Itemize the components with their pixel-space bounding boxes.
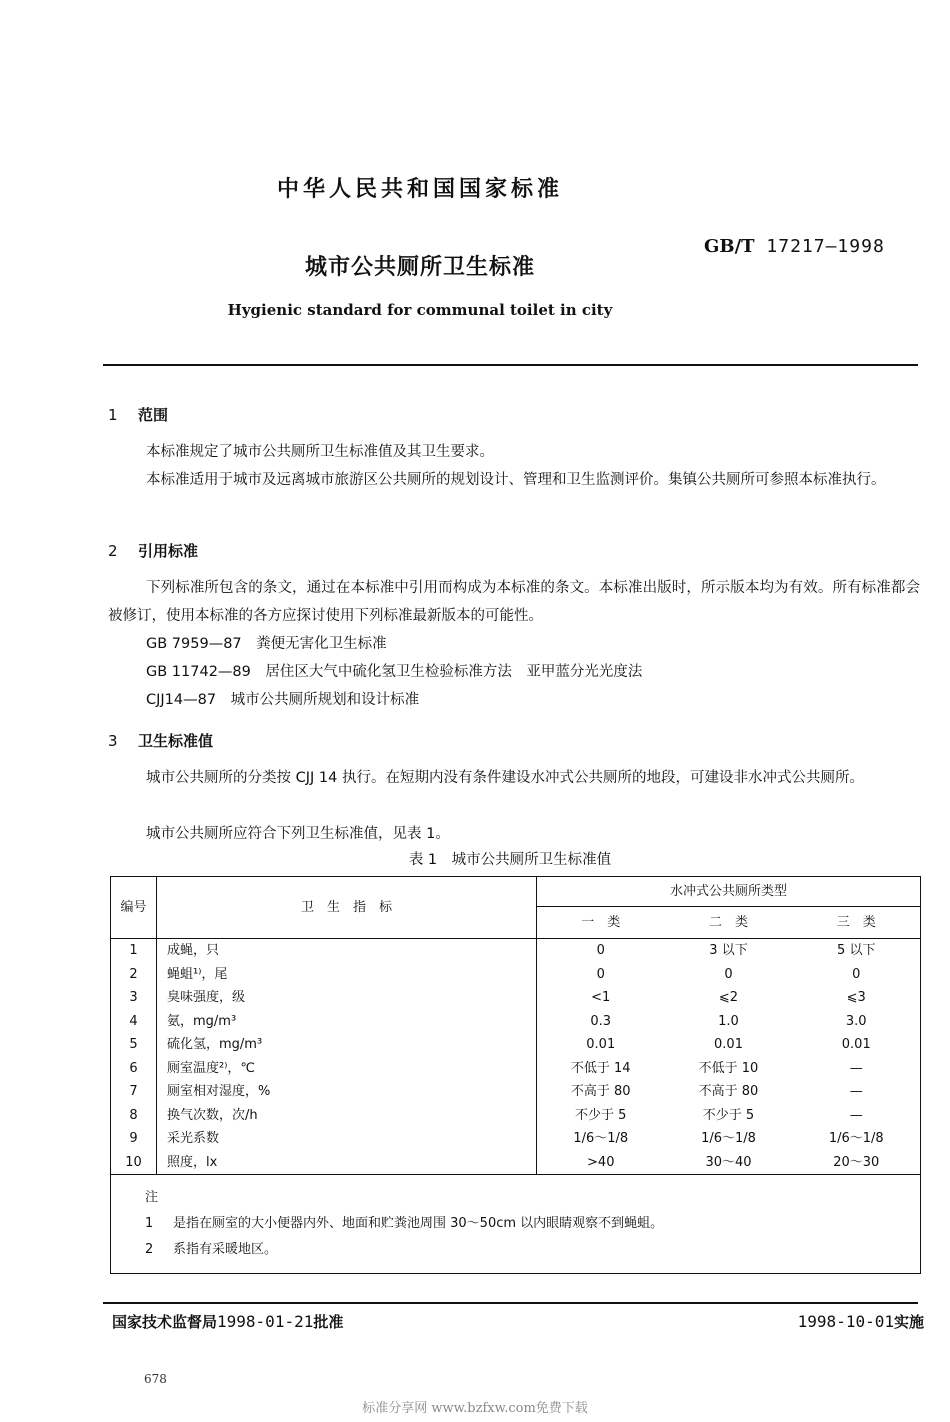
document-title-en: Hygienic standard for communal toilet in city (227, 301, 613, 319)
row-value-class-3: 1/6～1/8 (828, 1131, 884, 1146)
table-row (111, 1104, 921, 1128)
row-value-class-3: 3.0 (845, 1013, 867, 1029)
row-value-class-2: ⩽2 (718, 990, 739, 1005)
row-value-class-2: 1/6～1/8 (701, 1131, 756, 1146)
row-value-class-2: 不高于 80 (698, 1084, 759, 1099)
table-row (111, 963, 921, 987)
row-value-class-1: 不高于 80 (570, 1084, 631, 1099)
column-header-class-2: 二 类 (665, 907, 793, 939)
table-row (111, 1033, 921, 1057)
row-indicator: 成蝇，只 (157, 939, 537, 963)
row-indicator: 厕室相对湿度，% (157, 1080, 537, 1104)
row-value-class-3: 5 以下 (837, 943, 876, 958)
section-3-para-1: 城市公共厕所的分类按 CJJ 14 执行。在短期内没有条件建设水冲式公共厕所的地段，可建设非水冲式公共厕所。 (146, 770, 864, 786)
reference-item: GB 7959—87 粪便无害化卫生标准 (146, 636, 387, 652)
document-title-cn: 城市公共厕所卫生标准 (304, 255, 535, 280)
note-item: 1 是指在厕室的大小便器内外、地面和贮粪池周围 30～50cm 以内眼睛观察不到蝇蛆。 (145, 1216, 664, 1231)
row-value-class-3: 0 (852, 966, 861, 982)
row-indicator: 臭味强度，级 (157, 986, 537, 1010)
row-indicator: 氨，mg/m³ (157, 1010, 537, 1034)
section-1-para-2: 本标准适用于城市及远离城市旅游区公共厕所的规划设计、管理和卫生监测评价。集镇公共厕所可参照本标准执行。 (146, 472, 886, 488)
row-value-class-2: 30～40 (705, 1154, 752, 1170)
row-value-class-2: 0 (724, 966, 733, 982)
row-value-class-2: 不低于 10 (698, 1060, 759, 1076)
row-value-class-1: <1 (591, 990, 611, 1005)
row-number: 2 (111, 963, 157, 987)
table-row (111, 939, 921, 963)
table-row (111, 1151, 921, 1175)
row-value-class-1: 1/6～1/8 (573, 1131, 629, 1146)
table-notes (111, 1175, 921, 1274)
table-row (111, 1080, 921, 1104)
row-indicator: 硫化氢，mg/m³ (157, 1033, 537, 1057)
row-indicator: 照度，lx (157, 1151, 537, 1175)
row-indicator: 厕室温度²⁾，℃ (157, 1057, 537, 1081)
column-header-class-1: 一 类 (537, 907, 665, 939)
table-row (111, 1127, 921, 1151)
implementation-line: 1998-10-01实施 (797, 1312, 924, 1331)
row-value-class-3: 0.01 (841, 1037, 871, 1052)
standard-prefix: GB/T (704, 236, 755, 257)
notes-label: 注 (145, 1190, 159, 1205)
row-value-class-1: 不低于 14 (570, 1060, 631, 1076)
row-value-class-2: 不少于 5 (702, 1107, 755, 1123)
row-value-class-1: >40 (587, 1154, 615, 1170)
section-1-para-1: 本标准规定了城市公共厕所卫生标准值及其卫生要求。 (146, 444, 494, 460)
section-2-heading: 2 引用标准 (108, 542, 199, 560)
section-3-heading: 3 卫生标准值 (108, 732, 214, 750)
row-value-class-1: 不少于 5 (575, 1107, 627, 1123)
row-number: 8 (111, 1104, 157, 1128)
row-value-class-3: 20～30 (833, 1154, 880, 1170)
reference-item: GB 11742—89 居住区大气中硫化氢卫生检验标准方法 亚甲蓝分光光度法 (146, 664, 643, 680)
row-value-class-3: — (849, 1107, 863, 1123)
row-indicator: 采光系数 (157, 1127, 537, 1151)
footer-rule (103, 1302, 918, 1304)
section-3-para-2: 城市公共厕所应符合下列卫生标准值，见表 1。 (146, 826, 450, 842)
section-1-heading: 1 范围 (108, 406, 169, 424)
row-indicator: 换气次数，次/h (157, 1104, 537, 1128)
table-row (111, 1010, 921, 1034)
hygiene-standard-table (110, 876, 921, 1274)
column-group-header: 水冲式公共厕所类型 (537, 877, 921, 907)
section-2-para-1: 下列标准所包含的条文，通过在本标准中引用而构成为本标准的条文。本标准出版时，所示版本均为有效。所有标准都会被修订，使用本标准的各方应探讨使用下列标准最新版本的可能性。 (108, 580, 920, 624)
row-number: 1 (111, 939, 157, 963)
row-number: 9 (111, 1127, 157, 1151)
table-caption: 表 1 城市公共厕所卫生标准值 (408, 852, 612, 868)
row-number: 6 (111, 1057, 157, 1081)
page-number: 678 (144, 1372, 167, 1386)
row-number: 5 (111, 1033, 157, 1057)
row-value-class-1: 0 (596, 943, 605, 958)
row-indicator: 蝇蛆¹⁾，尾 (157, 963, 537, 987)
table-row (111, 1057, 921, 1081)
national-standard-title: 中华人民共和国国家标准 (276, 177, 563, 202)
reference-item: CJJ14—87 城市公共厕所规划和设计标准 (146, 692, 420, 708)
approval-line: 国家技术监督局1998-01-21批准 (112, 1312, 344, 1331)
header-rule (103, 364, 918, 366)
row-value-class-2: 3 以下 (709, 943, 748, 958)
table-row (111, 986, 921, 1010)
row-value-class-2: 0.01 (714, 1037, 743, 1052)
row-number: 3 (111, 986, 157, 1010)
standard-code: 17217—1998 (766, 236, 885, 257)
column-header-indicator: 卫 生 指 标 (157, 877, 537, 939)
row-number: 10 (111, 1151, 157, 1175)
row-number: 4 (111, 1010, 157, 1034)
row-value-class-3: — (849, 1084, 863, 1099)
row-number: 7 (111, 1080, 157, 1104)
note-item: 2 系指有采暖地区。 (145, 1242, 278, 1257)
row-value-class-3: ⩽3 (846, 990, 866, 1005)
download-watermark: 标准分享网 www.bzfxw.com免费下载 (362, 1401, 588, 1416)
row-value-class-1: 0.01 (586, 1037, 616, 1052)
row-value-class-1: 0 (596, 966, 605, 982)
row-value-class-3: — (849, 1060, 863, 1076)
column-header-class-3: 三 类 (793, 907, 921, 939)
column-header-no: 编号 (111, 877, 157, 939)
row-value-class-2: 1.0 (718, 1013, 739, 1029)
row-value-class-1: 0.3 (590, 1013, 612, 1029)
